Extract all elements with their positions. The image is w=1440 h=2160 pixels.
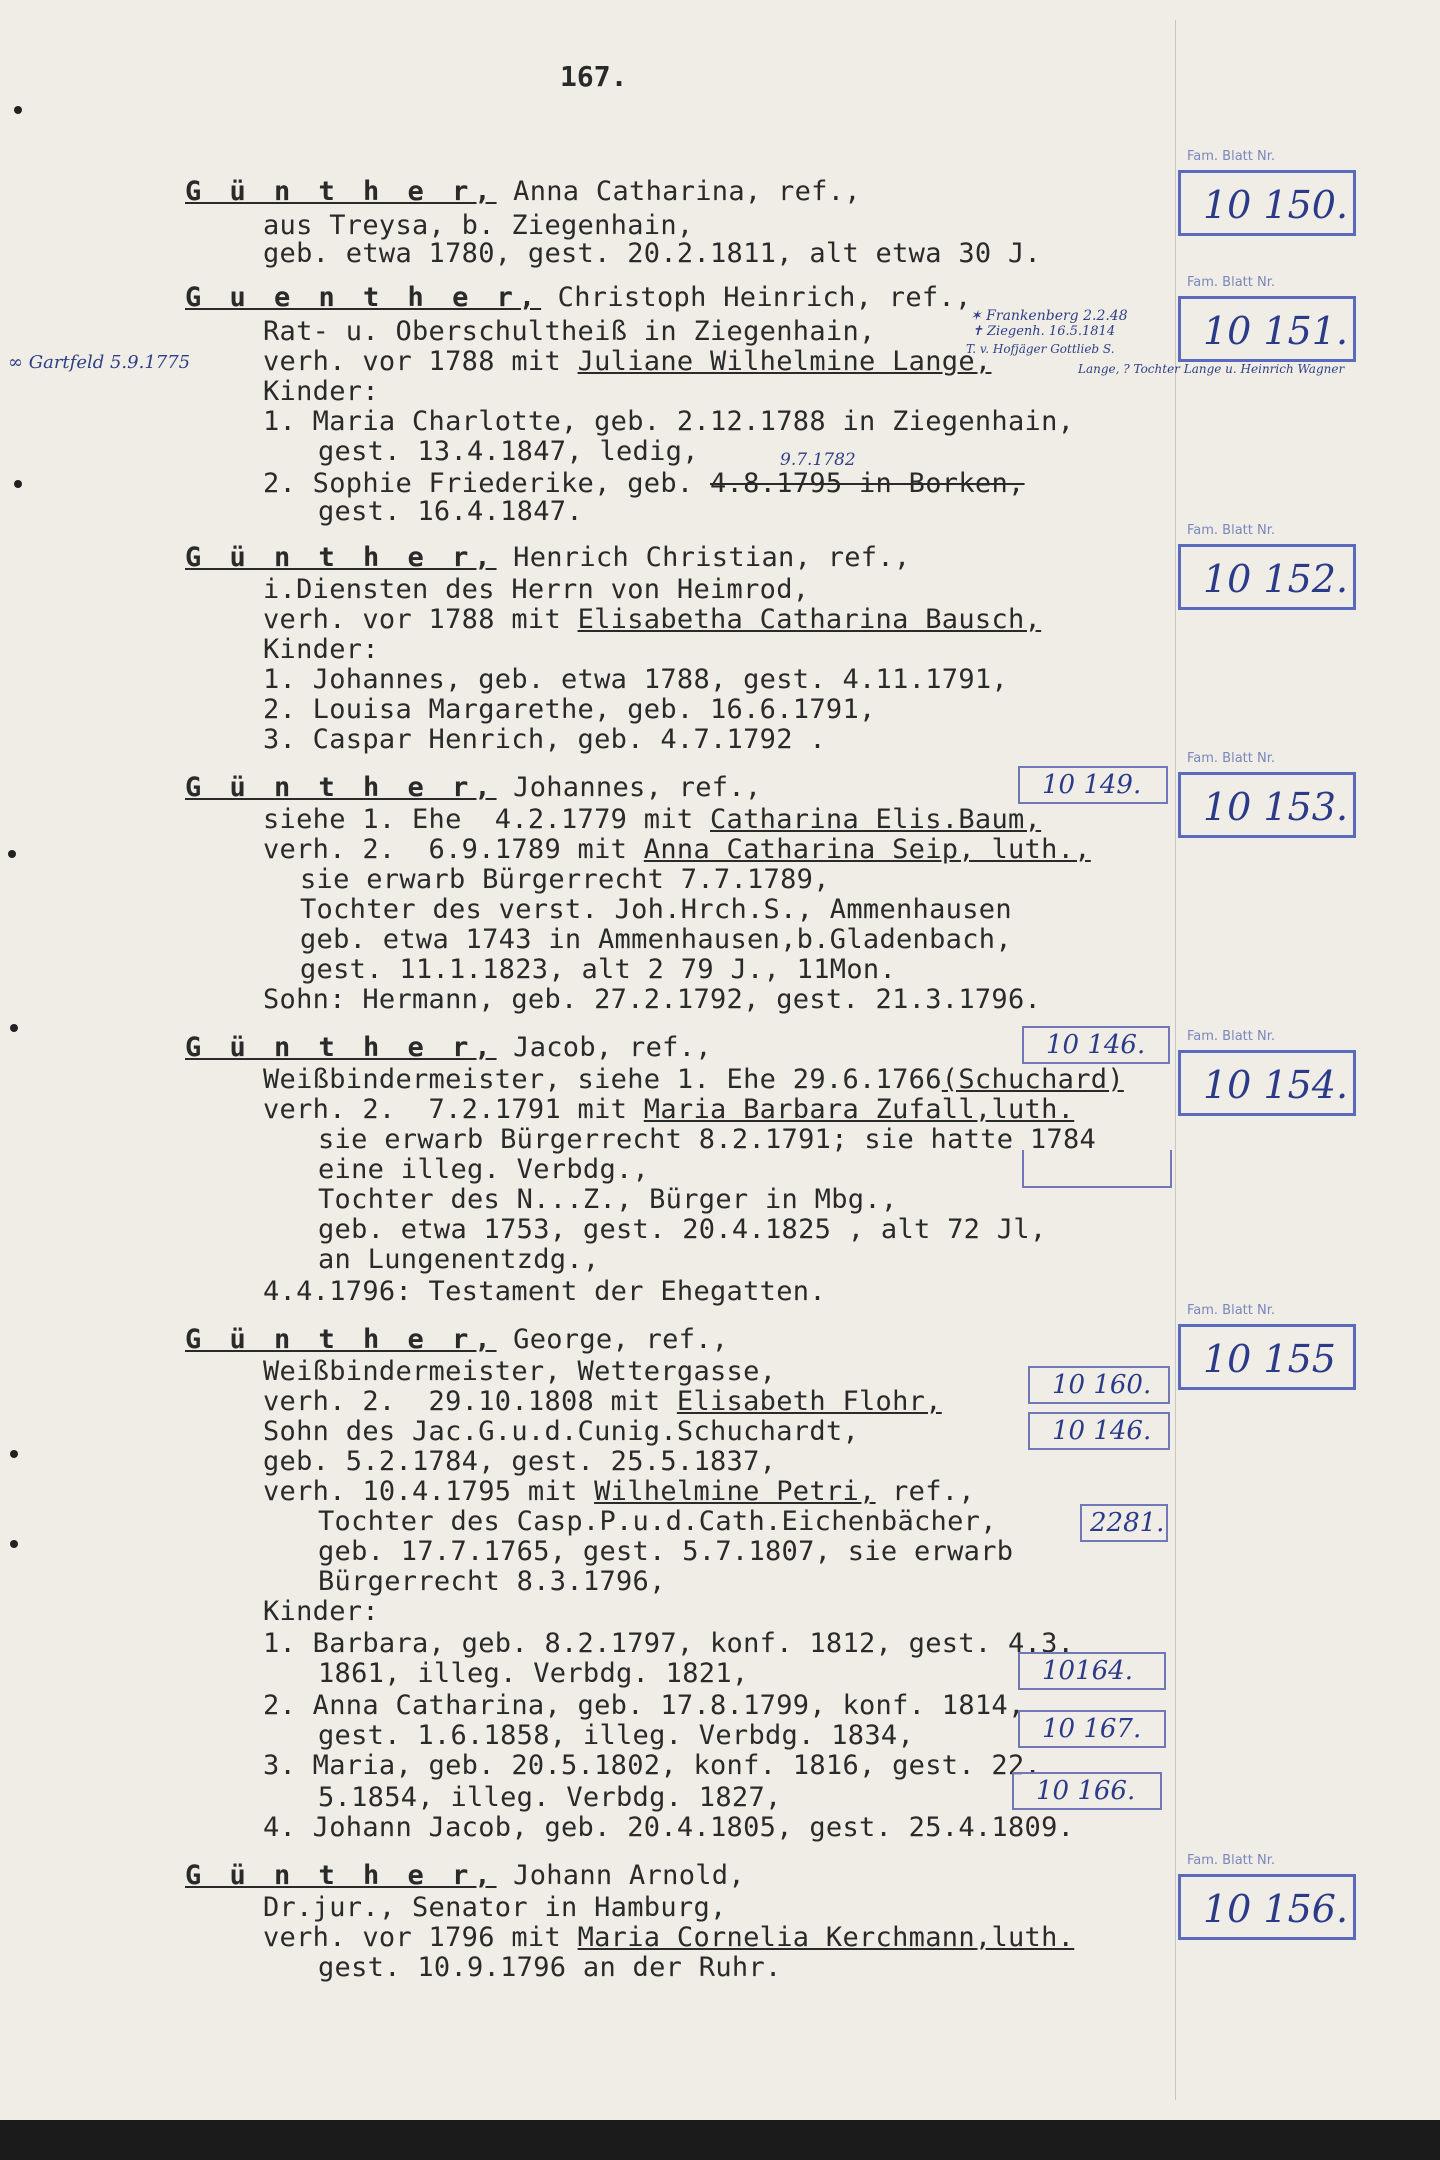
card-number: 10 154. [1203, 1063, 1349, 1107]
entry-line [263, 1064, 1124, 1095]
entry-line-part: verh. 2. 7.2.1791 mit [263, 1094, 644, 1125]
binder-hole [14, 480, 22, 488]
binder-hole [14, 106, 22, 114]
cross-reference-number: 10 146. [1046, 1030, 1146, 1060]
entry-line [263, 1094, 1074, 1125]
entry-line-part: verh. vor 1788 mit [263, 346, 578, 377]
entry-line-part: verh. 10.4.1795 mit [263, 1476, 595, 1507]
binder-hole [10, 1540, 18, 1548]
entry-heading [185, 772, 761, 803]
spouse-name: Catharina Elis.Baum, [710, 804, 1042, 835]
entry-line-part: verh. vor 1796 mit [263, 1922, 578, 1953]
entry-line: 2. Anna Catharina, geb. 17.8.1799, konf. 1814, [263, 1690, 1025, 1721]
entry-line [263, 604, 1041, 635]
entry-line: Kinder: [263, 1596, 379, 1627]
entry-line: Christoph Heinrich, ref., [557, 282, 972, 313]
spouse-name: Maria Cornelia Kerchmann,luth. [577, 1922, 1075, 1953]
cross-reference-box [1028, 1412, 1170, 1450]
entry-line-part: Weißbindermeister, siehe 1. Ehe 29.6.1766 [263, 1064, 942, 1095]
entry-line: Sohn des Jac.G.u.d.Cunig.Schuchardt, [263, 1416, 859, 1447]
family-sheet-card [1178, 1303, 1356, 1390]
entry-surname: G ü n t h e r, [185, 772, 497, 803]
handwritten-note: T. v. Hofjäger Gottlieb S. [966, 342, 1115, 356]
entry-line: i.Diensten des Herrn von Heimrod, [263, 574, 810, 605]
entry-line: sie erwarb Bürgerrecht 7.7.1789, [300, 864, 830, 895]
entry-line-part: siehe 1. Ehe 4.2.1779 mit [263, 804, 710, 835]
entry-line: Bürgerrecht 8.3.1796, [318, 1566, 666, 1597]
family-sheet-card [1178, 1029, 1356, 1116]
family-sheet-card [1178, 523, 1356, 610]
cross-reference-box [1018, 1652, 1166, 1690]
entry-line: 3. Caspar Henrich, geb. 4.7.1792 . [263, 724, 826, 755]
spouse-name: Juliane Wilhelmine Lange, [577, 346, 992, 377]
handwritten-note: ∞ Gartfeld 5.9.1775 [8, 352, 191, 373]
binder-hole [10, 1024, 18, 1032]
handwritten-note: Lange, ? Tochter Lange u. Heinrich Wagner [1078, 362, 1345, 376]
cross-reference-number: 10164. [1042, 1656, 1133, 1686]
entry-line: 2. Louisa Margarethe, geb. 16.6.1791, [263, 694, 876, 725]
entry-heading [185, 1324, 728, 1355]
entry-line: sie erwarb Bürgerrecht 8.2.1791; sie hatte 1784 [318, 1124, 1097, 1155]
entry-line: Johannes, ref., [513, 772, 762, 803]
entry-line: eine illeg. Verbdg., [318, 1154, 650, 1185]
entry-line: Weißbindermeister, Wettergasse, [263, 1356, 777, 1387]
cross-reference-box [1080, 1504, 1168, 1542]
cross-reference-box [1012, 1772, 1162, 1810]
spouse-name: Elisabeth Flohr, [676, 1386, 942, 1417]
entry-line: geb. etwa 1753, gest. 20.4.1825 , alt 72 Jl, [318, 1214, 1047, 1245]
binder-hole [8, 850, 16, 858]
card-label: Fam. Blatt Nr. [1187, 1303, 1276, 1318]
family-sheet-card [1178, 149, 1356, 236]
entry-line: Sohn: Hermann, geb. 27.2.1792, gest. 21.3.1796. [263, 984, 1042, 1015]
entry-surname: G ü n t h e r, [185, 542, 497, 573]
card-number: 10 150. [1203, 183, 1349, 227]
entry-line [263, 834, 1091, 865]
entry-line: gest. 1.6.1858, illeg. Verbdg. 1834, [318, 1720, 914, 1751]
cross-reference-number: 10 149. [1042, 770, 1142, 800]
cross-reference-box [1018, 766, 1168, 804]
entry-line: gest. 16.4.1847. [318, 496, 583, 527]
entry-line: gest. 11.1.1823, alt 2 79 J., 11Mon. [300, 954, 896, 985]
card-number: 10 152. [1203, 557, 1349, 601]
binder-hole [10, 1450, 18, 1458]
entry-line-part: verh. 2. 6.9.1789 mit [263, 834, 644, 865]
spouse-name: Anna Catharina Seip, luth., [643, 834, 1091, 865]
entry-line: Dr.jur., Senator in Hamburg, [263, 1892, 727, 1923]
card-number: 10 153. [1203, 785, 1349, 829]
entry-line: geb. 17.7.1765, gest. 5.7.1807, sie erwarb [318, 1536, 1014, 1567]
entry-line-part: verh. vor 1788 mit [263, 604, 578, 635]
entry-line: geb. etwa 1780, gest. 20.2.1811, alt etwa 30 J. [263, 238, 1042, 269]
entry-line: 5.1854, illeg. Verbdg. 1827, [318, 1782, 782, 1813]
entry-line: geb. etwa 1743 in Ammenhausen,b.Gladenbach, [300, 924, 1012, 955]
card-number: 10 151. [1203, 309, 1349, 353]
entry-line: Henrich Christian, ref., [513, 542, 911, 573]
entry-heading [185, 542, 910, 573]
entry-line: aus Treysa, b. Ziegenhain, [263, 210, 694, 241]
spouse-name: Maria Barbara Zufall,luth. [643, 1094, 1075, 1125]
entry-line: 4.4.1796: Testament der Ehegatten. [263, 1276, 826, 1307]
entry-line: Tochter des verst. Joh.Hrch.S., Ammenhausen [300, 894, 1012, 925]
cross-reference-box [1028, 1366, 1170, 1404]
spouse-name: Wilhelmine Petri, [594, 1476, 876, 1507]
cross-reference-number: 2281. [1090, 1508, 1165, 1538]
card-label: Fam. Blatt Nr. [1187, 523, 1276, 538]
entry-line: gest. 13.4.1847, ledig, [318, 436, 699, 467]
card-label: Fam. Blatt Nr. [1187, 275, 1276, 290]
entry-line: an Lungenentzdg., [318, 1244, 600, 1275]
entry-line: gest. 10.9.1796 an der Ruhr. [318, 1952, 782, 1983]
entry-line: Jacob, ref., [513, 1032, 712, 1063]
margin-divider [1175, 20, 1176, 2100]
entry-line [263, 1922, 1074, 1953]
entry-line-part: ref., [875, 1476, 975, 1507]
cross-reference-box [1022, 1026, 1170, 1064]
entry-line [263, 1476, 975, 1507]
card-label: Fam. Blatt Nr. [1187, 1029, 1276, 1044]
scan-bottom-edge [0, 2120, 1440, 2160]
entry-line [263, 468, 1025, 499]
spouse-name: Elisabetha Catharina Bausch, [577, 604, 1042, 635]
cross-reference-number: 10 166. [1036, 1776, 1136, 1806]
entry-surname: G ü n t h e r, [185, 1324, 497, 1355]
cross-reference-number: 10 160. [1052, 1370, 1152, 1400]
entry-line: 1. Johannes, geb. etwa 1788, gest. 4.11.1791, [263, 664, 1008, 695]
cross-reference-box [1022, 1150, 1172, 1188]
entry-surname: G u e n t h e r, [185, 282, 542, 313]
entry-line: Anna Catharina, ref., [513, 176, 861, 207]
card-number: 10 155 [1203, 1337, 1336, 1381]
card-label: Fam. Blatt Nr. [1187, 149, 1276, 164]
entry-line: Johann Arnold, [513, 1860, 745, 1891]
entry-heading [185, 282, 972, 313]
entry-line: 3. Maria, geb. 20.5.1802, konf. 1816, gest. 22. [263, 1750, 1042, 1781]
cross-reference-box [1018, 1710, 1166, 1748]
entry-line-part: verh. 2. 29.10.1808 mit [263, 1386, 677, 1417]
entry-line: 1. Barbara, geb. 8.2.1797, konf. 1812, gest. 4.3. [263, 1628, 1075, 1659]
entry-line: Tochter des Casp.P.u.d.Cath.Eichenbächer, [318, 1506, 997, 1537]
entry-line: 4. Johann Jacob, geb. 20.4.1805, gest. 25.4.1809. [263, 1812, 1075, 1843]
family-sheet-card [1178, 1853, 1356, 1940]
entry-line [263, 1386, 942, 1417]
entry-line-part: 2. Sophie Friederike, geb. [263, 468, 710, 499]
entry-surname: G ü n t h e r, [185, 1860, 497, 1891]
page-number: 167. [560, 60, 628, 93]
note-underlined: (Schuchard) [941, 1064, 1124, 1095]
entry-line: Kinder: [263, 376, 379, 407]
entry-heading [185, 1032, 712, 1063]
cross-reference-number: 10 167. [1042, 1714, 1142, 1744]
entry-line: geb. 5.2.1784, gest. 25.5.1837, [263, 1446, 777, 1477]
family-sheet-card [1178, 275, 1356, 362]
entry-line: Rat- u. Oberschultheiß in Ziegenhain, [263, 316, 876, 347]
entry-line: Tochter des N...Z., Bürger in Mbg., [318, 1184, 898, 1215]
card-label: Fam. Blatt Nr. [1187, 751, 1276, 766]
entry-line: 1. Maria Charlotte, geb. 2.12.1788 in Ziegenhain, [263, 406, 1075, 437]
entry-line: Kinder: [263, 634, 379, 665]
entry-line: George, ref., [513, 1324, 729, 1355]
entry-heading [185, 176, 861, 207]
entry-heading [185, 1860, 745, 1891]
struck-date: 4.8.1795 in Borken, [710, 468, 1025, 499]
handwritten-note: 9.7.1782 [780, 450, 856, 470]
entry-line: 1861, illeg. Verbdg. 1821, [318, 1658, 749, 1689]
card-label: Fam. Blatt Nr. [1187, 1853, 1276, 1868]
entry-surname: G ü n t h e r, [185, 1032, 497, 1063]
entry-line [263, 346, 991, 377]
cross-reference-number: 10 146. [1052, 1416, 1152, 1446]
entry-surname: G ü n t h e r, [185, 176, 497, 207]
handwritten-note: ✝ Ziegenh. 16.5.1814 [972, 324, 1116, 339]
handwritten-note: ✶ Frankenberg 2.2.48 [970, 308, 1128, 324]
family-sheet-card [1178, 751, 1356, 838]
card-number: 10 156. [1203, 1887, 1349, 1931]
entry-line [263, 804, 1041, 835]
